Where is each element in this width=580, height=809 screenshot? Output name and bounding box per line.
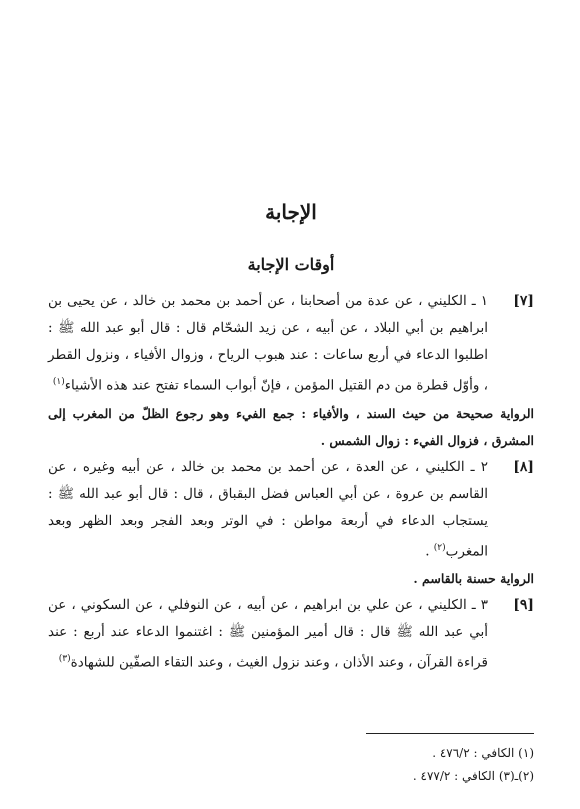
- entry-body: ٢ ـ الكليني ، عن العدة ، عن أحمد بن محمد بن خالد ، عن أبيه وغيره ، عن القاسم بن عروة ، عن أبي العباس فضل البقباق ، قال : قال أبو عبد الله ﷺ : يستجاب الدعاء في أربعة مواطن : في الوتر وبعد الفجر وبعد الظهر وبعد المغرب: [48, 458, 488, 559]
- chapter-title: الإجابة: [265, 200, 317, 224]
- body-text: [48, 288, 534, 677]
- entry-text: ٢ ـ الكليني ، عن العدة ، عن أحمد بن محمد بن خالد ، عن أبيه وغيره ، عن القاسم بن عروة ، عن أبي العباس فضل البقباق ، قال : قال أبو عبد الله ﷺ : يستجاب الدعاء في أربعة مواطن : في الوتر وبعد الفجر وبعد الظهر وبعد المغرب$^{(٢)}$ .: [48, 458, 488, 559]
- entry-text: [48, 288, 488, 400]
- document-page: [48, 0, 534, 809]
- entry-number: [٨]: [513, 458, 534, 475]
- footnote-ref: (٣): [58, 654, 71, 664]
- entry-text: [48, 592, 488, 677]
- footnotes: [48, 742, 534, 788]
- entry-note: الرواية حسنة بالقاسم .: [413, 571, 534, 586]
- footnote: (٢)ـ(٣) الكافي : ٤٧٧/٢ .: [412, 769, 534, 783]
- hadith-entry: [48, 288, 534, 400]
- entry-number: [٧]: [513, 293, 534, 309]
- hadith-entry: [48, 592, 534, 677]
- footnote-ref: (٢): [433, 542, 446, 553]
- entry-body: ٣ ـ الكليني ، عن علي بن ابراهيم ، عن أبيه ، عن النوفلي ، عن السكوني ، عن أبي عبد الله ﷺ قال : قال أمير المؤمنين ﷺ : اغتنموا الدعاء عند أربع : عند قراءة القرآن ، وعند الأذان ، وعند نزول الغيث ، وعند التقاء الصفّين للشهادة: [48, 597, 488, 671]
- footnote-ref: (١): [52, 377, 65, 387]
- entry-body: ١ ـ الكليني ، عن عدة من أصحابنا ، عن أحمد بن محمد بن خالد ، عن يحيى بن ابراهيم بن أبي البلاد ، عن أبيه ، عن زيد الشحّام قال : قال أبو عبد الله ﷺ : اطلبوا الدعاء في أربع ساعات : عند هبوب الرياح ، وزوال الأفياء ، ونزول القطر ، وأوّل قطرة من دم القتيل المؤمن ، فإنّ أبواب السماء تفتح عند هذه الأشياء: [48, 293, 488, 394]
- entry-note: الرواية صحيحة من حيث السند ، والأفياء : جمع الفيء وهو رجوع الظلّ من المغرب إلى المشرق ، فزوال الفيء : زوال الشمس .: [48, 405, 534, 448]
- section-title: أوقات الإجابة: [247, 255, 335, 274]
- entry-number: [٩]: [513, 597, 534, 613]
- footnote-divider: [366, 733, 534, 734]
- hadith-entry: [48, 454, 534, 566]
- footnote: (١) الكافي : ٤٧٦/٢ .: [432, 746, 534, 760]
